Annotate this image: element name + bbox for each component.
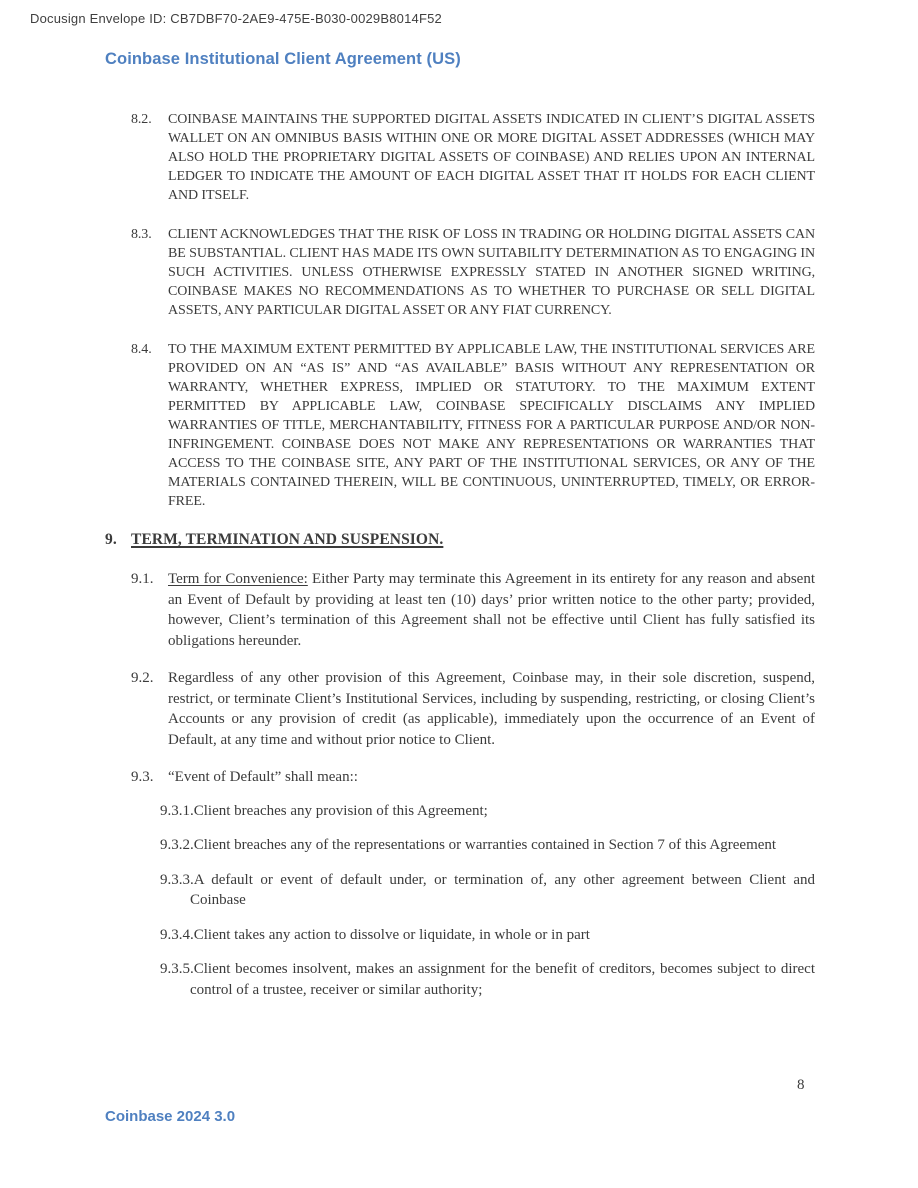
clause-number: 8.3. xyxy=(131,227,152,242)
subclause-number: 9.3.3. xyxy=(160,871,194,888)
subclause-number: 9.3.1. xyxy=(160,802,194,819)
clause-number: 9.2. xyxy=(131,670,154,686)
subclause-number: 9.3.5. xyxy=(160,961,194,977)
page-number: 8 xyxy=(797,1077,805,1093)
clause-text: Regardless of any other provision of this Agreement, Coinbase may, in their sole discretion, suspend, restrict, or terminate Client’s Institutional Services, including by suspending, restricting, or closing Client’s Accounts or any provision of credit (as applicable), immediately upon the occurrence of an Event of Default, at any time and without prior notice to Client. xyxy=(168,670,815,748)
subclause-9-3-3 xyxy=(160,870,815,911)
footer-version: Coinbase 2024 3.0 xyxy=(105,1108,236,1125)
subclause-text: Client becomes insolvent, makes an assignment for the benefit of creditors, becomes subject to direct control of a trustee, receiver or similar authority; xyxy=(190,961,815,998)
clause-number: 9.1. xyxy=(131,571,154,587)
clause-body: Either Party may terminate this Agreement in its entirety for any reason and absent an Event of Default by providing at least ten (10) days’ prior written notice to the other party; provided, however, Client’s termination of this Agreement shall not be effective until Client has fully satisfied its obligations hereunder. xyxy=(168,571,815,649)
clause-8-3 xyxy=(0,225,918,320)
clause-number: 9.3. xyxy=(131,769,154,785)
clause-9-3 xyxy=(0,767,918,788)
clause-text: CLIENT ACKNOWLEDGES THAT THE RISK OF LOSS IN TRADING OR HOLDING DIGITAL ASSETS CAN BE SUBSTANTIAL. CLIENT HAS MADE ITS OWN SUITABILITY DETERMINATION AS TO ENGAGING IN SUCH ACTIVITIES. UNLESS OTHERWISE EXPRESSLY STATED IN ANOTHER SIGNED WRITING, COINBASE MAKES NO RECOMMENDATIONS AS TO WHETHER TO PURCHASE OR SELL DIGITAL ASSETS, ANY PARTICULAR DIGITAL ASSET OR ANY FIAT CURRENCY. xyxy=(168,227,815,318)
section-9-heading xyxy=(0,531,918,549)
subclause-number: 9.3.4. xyxy=(160,926,194,943)
subclause-9-3-1 xyxy=(160,801,815,822)
clause-text: TO THE MAXIMUM EXTENT PERMITTED BY APPLICABLE LAW, THE INSTITUTIONAL SERVICES ARE PROVIDED ON AN “AS IS” AND “AS AVAILABLE” BASIS WITHOUT ANY REPRESENTATION OR WARRANTY, WHETHER EXPRESS, IMPLIED OR STATUTORY. TO THE MAXIMUM EXTENT PERMITTED BY APPLICABLE LAW, COINBASE SPECIFICALLY DISCLAIMS ANY IMPLIED WARRANTIES OF TITLE, MERCHANTABILITY, FITNESS FOR A PARTICULAR PURPOSE AND/OR NON-INFRINGEMENT. COINBASE DOES NOT MAKE ANY REPRESENTATIONS OR WARRANTIES THAT ACCESS TO THE COINBASE SITE, ANY PART OF THE INSTITUTIONAL SERVICES, OR ANY OF THE MATERIALS CONTAINED THEREIN, WILL BE CONTINUOUS, UNINTERRUPTED, TIMELY, OR ERROR-FREE. xyxy=(168,342,815,509)
clause-text xyxy=(168,569,815,651)
clause-text: COINBASE MAINTAINS THE SUPPORTED DIGITAL ASSETS INDICATED IN CLIENT’S DIGITAL ASSETS WALLET ON AN OMNIBUS BASIS WITHIN ONE OR MORE DIGITAL ASSET ADDRESSES (WHICH MAY ALSO HOLD THE PROPRIETARY DIGITAL ASSETS OF COINBASE) AND RELIES UPON AN INTERNAL LEDGER TO INDICATE THE AMOUNT OF EACH DIGITAL ASSET THAT IT HOLDS FOR EACH CLIENT AND ITSELF. xyxy=(168,112,815,203)
document-body xyxy=(0,110,918,1000)
section-number: 9. xyxy=(105,531,117,548)
clause-number: 8.4. xyxy=(131,342,152,357)
subclause-9-3-5 xyxy=(160,959,815,1000)
subclause-text: Client breaches any provision of this Agreement; xyxy=(193,802,488,819)
docusign-envelope-id: Docusign Envelope ID: CB7DBF70-2AE9-475E-B030-0029B8014F52 xyxy=(30,11,442,26)
subclause-9-3-4 xyxy=(160,925,815,946)
clause-9-1 xyxy=(0,569,918,651)
clause-9-2 xyxy=(0,668,918,750)
clause-text: “Event of Default” shall mean:: xyxy=(168,769,358,785)
section-heading-text: TERM, TERMINATION AND SUSPENSION. xyxy=(131,531,444,548)
clause-number: 8.2. xyxy=(131,112,152,127)
clause-8-4 xyxy=(0,340,918,511)
clause-lead: Term for Convenience: xyxy=(168,571,308,587)
subclause-9-3-2 xyxy=(160,835,815,856)
document-title: Coinbase Institutional Client Agreement (US) xyxy=(105,50,461,68)
subclause-text: A default or event of default under, or termination of, any other agreement between Client and Coinbase xyxy=(190,871,815,908)
subclause-text: Client breaches any of the representations or warranties contained in Section 7 of this Agreement xyxy=(193,837,777,853)
subclause-number: 9.3.2. xyxy=(160,837,194,853)
subclause-text: Client takes any action to dissolve or liquidate, in whole or in part xyxy=(193,926,590,943)
clause-8-2 xyxy=(0,110,918,205)
